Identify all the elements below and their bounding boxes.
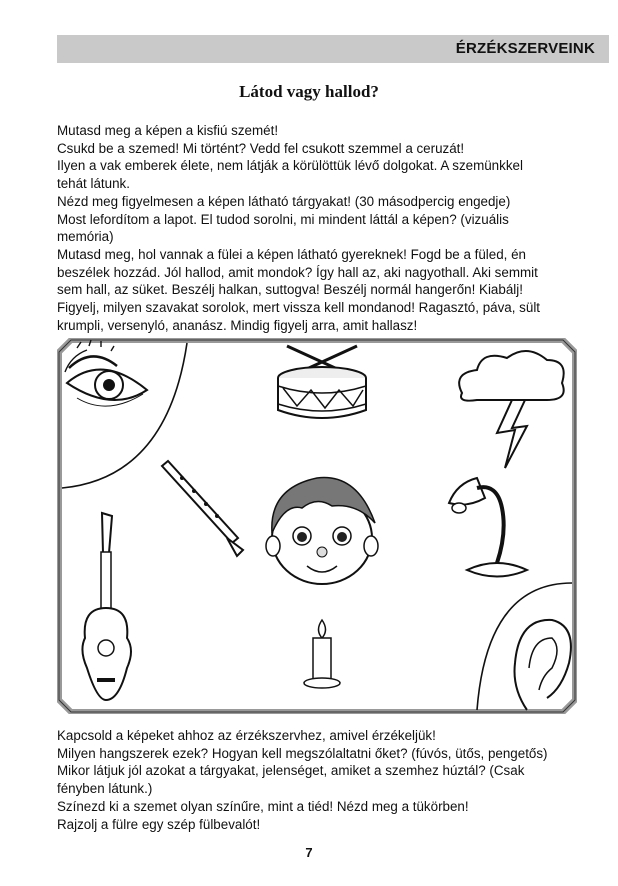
text-line: Milyen hangszerek ezek? Hogyan kell megszólaltatni őket? (fúvós, ütős, pengetős) (57, 745, 548, 761)
section-header-bar (57, 35, 609, 63)
text-line: Színezd ki a szemet olyan színűre, mint a tiéd! Nézd meg a tükörben! (57, 798, 469, 814)
text-line: Mutasd meg, hol vannak a fülei a képen látható gyereknek! Fogd be a füled, én (57, 246, 526, 262)
page-number: 7 (305, 845, 313, 860)
text-line: Rajzolj a fülre egy szép fülbevalót! (57, 816, 261, 832)
text-line: Most lefordítom a lapot. El tudod sorolni, mi mindent láttál a képen? (vizuális (57, 211, 509, 227)
intro-paragraph (57, 122, 605, 334)
section-title: ÉRZÉKSZERVEINK (455, 40, 595, 57)
illustration-frame (57, 338, 577, 714)
text-line: Kapcsold a képeket ahhoz az érzékszervhez, amivel érzékeljük! (57, 728, 436, 743)
text-line: Nézd meg figyelmesen a képen látható tárgyakat! (30 másodpercig engedje) (57, 193, 511, 209)
text-line: sem hall, az süket. Beszélj halkan, suttogva! Beszélj normál hangerőn! Kiabálj! (57, 282, 523, 298)
page-title: Látod vagy hallod? (239, 82, 379, 101)
text-line: krumpli, versenyló, ananász. Mindig figyelj arra, amit hallasz! (57, 317, 418, 333)
text-line: Csukd be a szemed! Mi történt? Vedd fel csukott szemmel a ceruzát! (57, 140, 465, 156)
text-line: Mikor látjuk jól azokat a tárgyakat, jelenséget, amiket a szemhez húztál? (Csak (57, 763, 525, 779)
text-line: memória) (57, 229, 114, 245)
text-line: tehát látunk. (57, 176, 130, 192)
text-line: fényben látunk.) (57, 781, 153, 797)
text-line: beszélek hozzád. Jól hallod, amit mondok? Így hall az, aki nagyothall. Aki semmit (57, 264, 538, 280)
text-line: Figyelj, milyen szavakat sorolok, mert vissza kell mondanod! Ragasztó, páva, sült (57, 300, 541, 316)
text-line: Ilyen a vak emberek élete, nem látják a körülöttük lévő dolgokat. A szemünkkel (57, 158, 523, 174)
outro-paragraph (57, 727, 605, 833)
text-line: Mutasd meg a képen a kisfiú szemét! (57, 123, 279, 138)
